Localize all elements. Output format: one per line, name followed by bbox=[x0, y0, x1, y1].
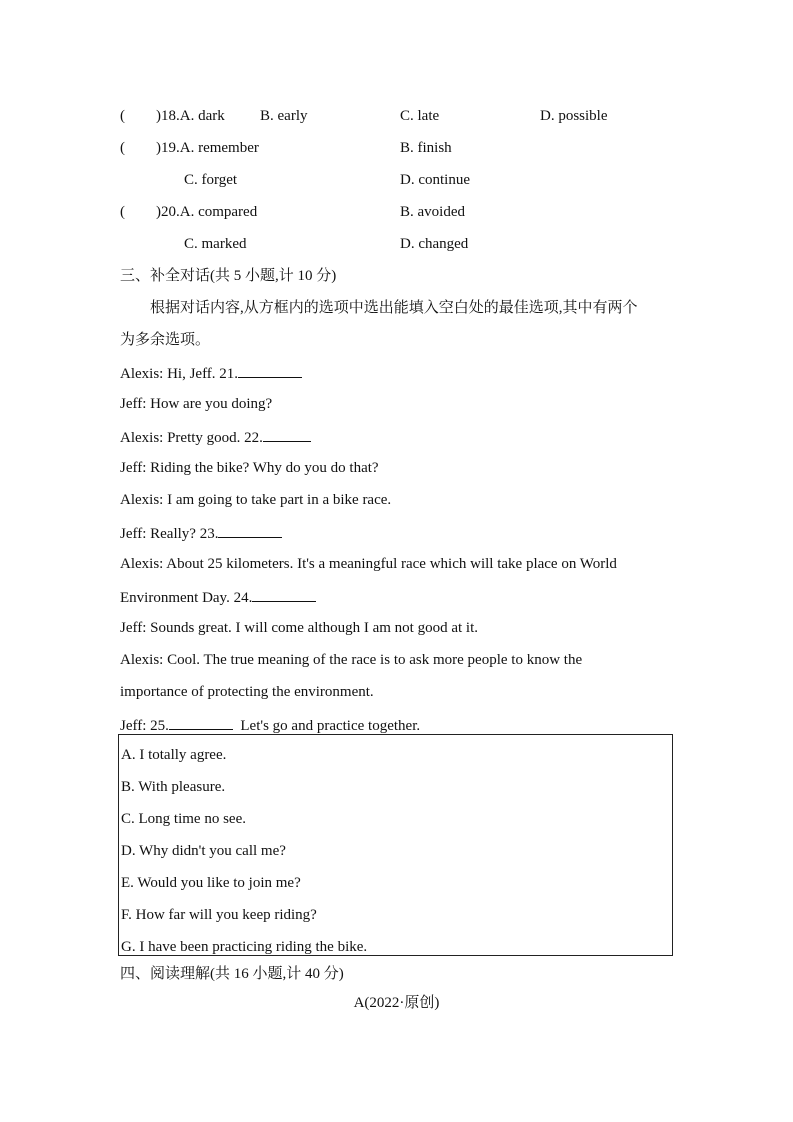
q19-option-c: C. forget bbox=[184, 172, 238, 188]
question-20 bbox=[120, 201, 680, 223]
dialogue-line: Jeff: Riding the bike? Why do you do that? bbox=[120, 460, 379, 476]
dialogue-text: Jeff: Really? 23. bbox=[120, 526, 219, 542]
blank-25[interactable] bbox=[169, 713, 233, 730]
blank-24[interactable] bbox=[252, 585, 316, 602]
dialogue-text: Environment Day. 24. bbox=[120, 590, 253, 606]
blank-21[interactable] bbox=[238, 361, 302, 378]
q20-option-b: B. avoided bbox=[400, 204, 465, 220]
answer-paren: ( bbox=[120, 204, 125, 220]
dialogue-line: Jeff: Sounds great. I will come although I am not good at it. bbox=[120, 620, 478, 636]
question-18 bbox=[120, 105, 680, 127]
dialogue-line-21 bbox=[120, 361, 302, 383]
answer-paren: ( bbox=[120, 140, 125, 156]
q19-option-a: )19.A. remember bbox=[156, 140, 259, 156]
answer-paren: ( bbox=[120, 108, 125, 124]
option-f: F. How far will you keep riding? bbox=[121, 907, 317, 923]
section-3-heading: 三、补全对话(共 5 小题,计 10 分) bbox=[120, 268, 337, 284]
section-3-instruction: 根据对话内容,从方框内的选项中选出能填入空白处的最佳选项,其中有两个 bbox=[150, 300, 638, 316]
question-20-row2 bbox=[120, 233, 680, 255]
q19-option-d: D. continue bbox=[400, 172, 470, 188]
dialogue-text: Let's go and practice together. bbox=[240, 718, 421, 734]
dialogue-line: Alexis: About 25 kilometers. It's a meaningful race which will take place on World bbox=[120, 556, 617, 572]
question-19 bbox=[120, 137, 680, 159]
dialogue-line: importance of protecting the environment. bbox=[120, 684, 374, 700]
blank-23[interactable] bbox=[218, 521, 282, 538]
q18-option-d: D. possible bbox=[540, 108, 608, 124]
section-4-heading: 四、阅读理解(共 16 小题,计 40 分) bbox=[120, 966, 344, 982]
question-19-row2 bbox=[120, 169, 680, 191]
dialogue-line-25 bbox=[120, 713, 420, 735]
blank-22[interactable] bbox=[263, 425, 311, 442]
q20-option-c: C. marked bbox=[184, 236, 247, 252]
options-box bbox=[118, 734, 673, 956]
option-d: D. Why didn't you call me? bbox=[121, 843, 286, 859]
q18-option-a: )18.A. dark bbox=[156, 108, 225, 124]
dialogue-text: Jeff: 25. bbox=[120, 718, 169, 734]
dialogue-line-22 bbox=[120, 425, 311, 447]
option-g: G. I have been practicing riding the bike. bbox=[121, 939, 368, 955]
section-4-subheading: A(2022·原创) bbox=[353, 995, 440, 1011]
section-3-instruction-cont: 为多余选项。 bbox=[120, 332, 211, 348]
q20-option-d: D. changed bbox=[400, 236, 469, 252]
q18-option-b: B. early bbox=[260, 108, 308, 124]
option-c: C. Long time no see. bbox=[121, 811, 246, 827]
dialogue-line: Jeff: How are you doing? bbox=[120, 396, 273, 412]
q18-option-c: C. late bbox=[400, 108, 440, 124]
dialogue-line-23 bbox=[120, 521, 282, 543]
option-e: E. Would you like to join me? bbox=[121, 875, 301, 891]
dialogue-text: Alexis: Hi, Jeff. 21. bbox=[120, 366, 239, 382]
q19-option-b: B. finish bbox=[400, 140, 452, 156]
dialogue-line-24 bbox=[120, 585, 316, 607]
dialogue-text: Alexis: Pretty good. 22. bbox=[120, 430, 263, 446]
option-a: A. I totally agree. bbox=[121, 747, 227, 763]
q20-option-a: )20.A. compared bbox=[156, 204, 258, 220]
option-b: B. With pleasure. bbox=[121, 779, 226, 795]
dialogue-line: Alexis: Cool. The true meaning of the race is to ask more people to know the bbox=[120, 652, 583, 668]
dialogue-line: Alexis: I am going to take part in a bike race. bbox=[120, 492, 392, 508]
